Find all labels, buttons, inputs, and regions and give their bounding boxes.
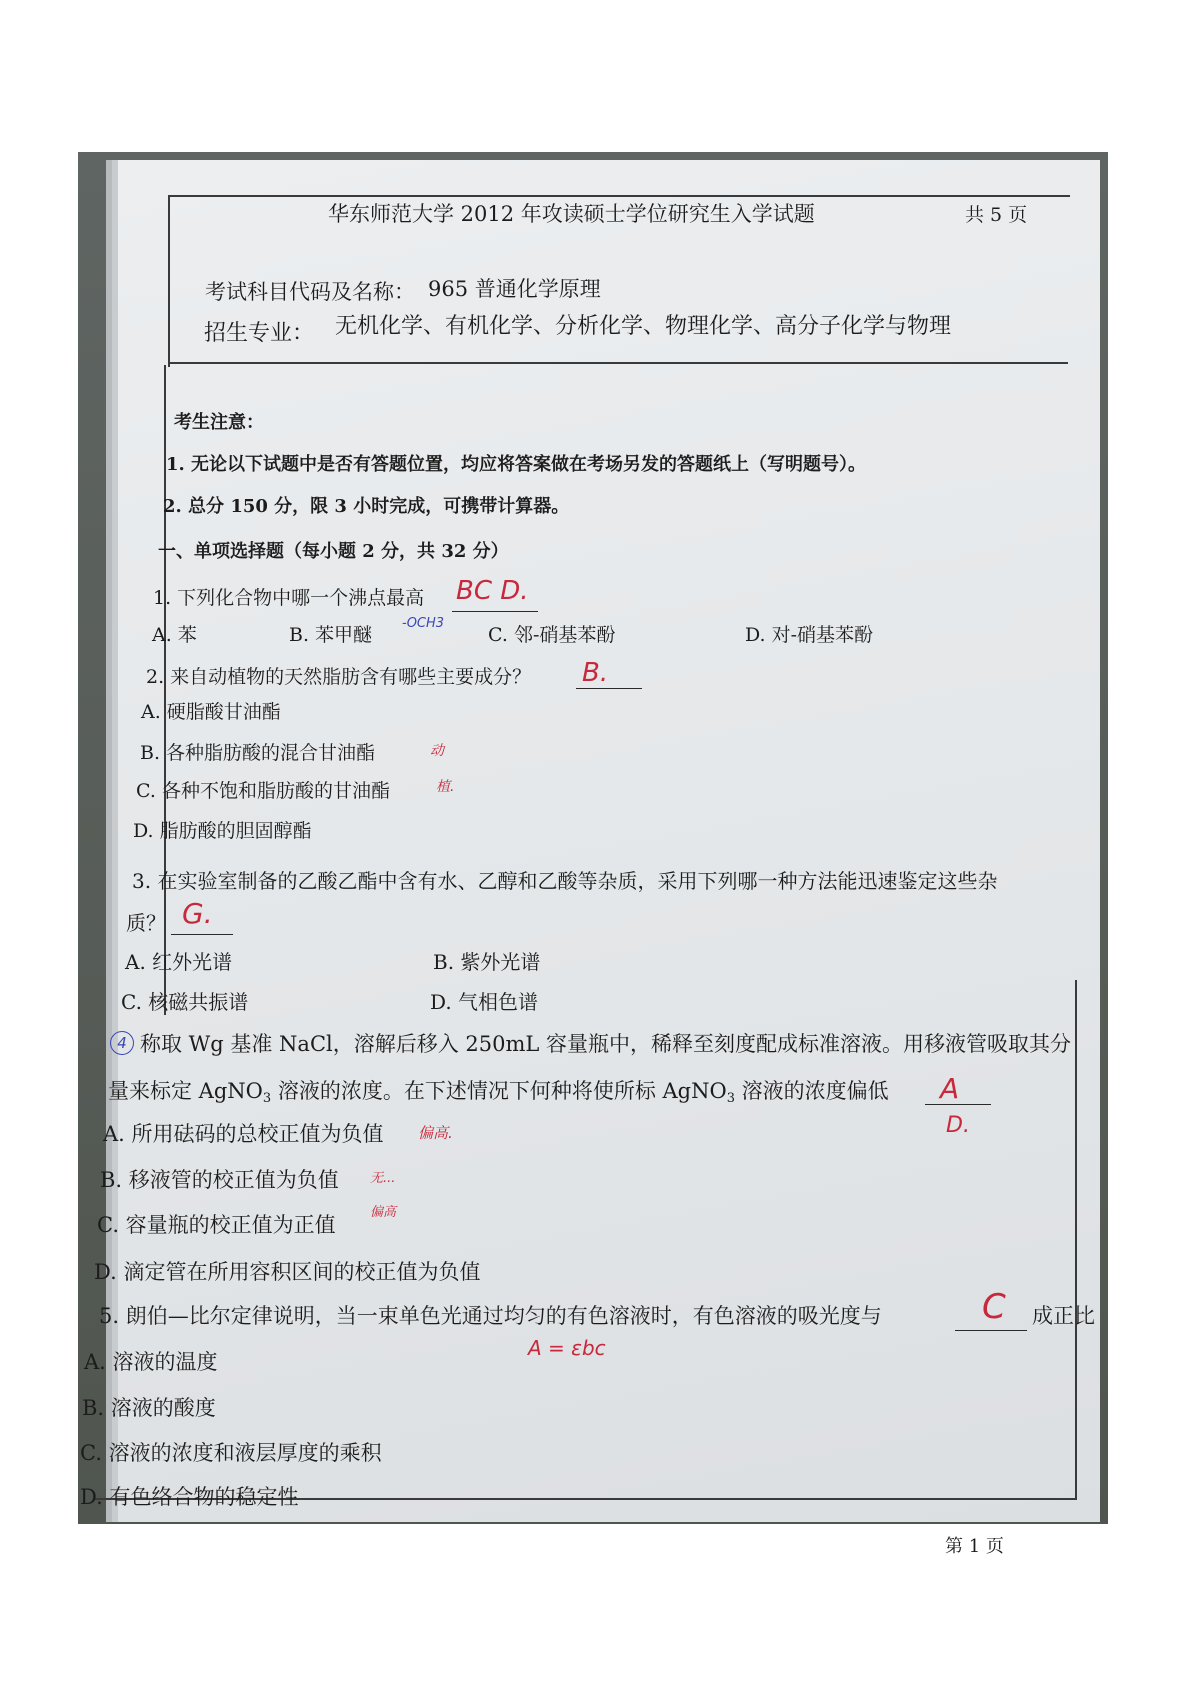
- q1-option-a: A. 苯: [152, 624, 197, 646]
- major-label: 招生专业：: [204, 321, 315, 346]
- question-4-text-line1: 称取 Wg 基准 NaCl，溶解后移入 250mL 容量瓶中，稀释至刻度配成标准溶液。用移液管吸取其分: [140, 1032, 1072, 1056]
- q3-option-a: A. 红外光谱: [125, 950, 233, 974]
- answer-blank-q3: [171, 934, 233, 935]
- frame-right-line: [1075, 980, 1077, 1500]
- question-1-text: 1. 下列化合物中哪一个沸点最高: [153, 587, 425, 609]
- page-number: 第 1 页: [945, 1536, 1004, 1557]
- q4-line2-part-a: 量来标定 AgNO: [108, 1079, 263, 1103]
- major-list: 无机化学、有机化学、分析化学、物理化学、高分子化学与物理: [335, 314, 952, 339]
- handwritten-note-q2-b: 动: [430, 743, 444, 759]
- header-rule: [168, 362, 1068, 364]
- question-2-text: 2. 来自动植物的天然脂肪含有哪些主要成分？: [146, 666, 532, 688]
- handwritten-answer-q1: BC D.: [456, 576, 529, 606]
- handwritten-note-q2-c: 植.: [436, 779, 455, 795]
- subject-name: 965 普通化学原理: [428, 277, 601, 301]
- q3-option-b: B. 紫外光谱: [433, 950, 541, 974]
- q4-line2-part-b: 溶液的浓度。在下述情况下何种将使所标 AgNO: [271, 1079, 727, 1103]
- question-5-text: 5. 朗伯—比尔定律说明，当一束单色光通过均匀的有色溶液时，有色溶液的吸光度与: [99, 1304, 882, 1328]
- question-3-text-line2: 质？: [126, 911, 166, 935]
- subject-label: 考试科目代码及名称：: [205, 280, 415, 304]
- answer-blank-q2: [576, 688, 642, 689]
- handwritten-answer-q3: G.: [182, 897, 213, 930]
- q4-option-b: B. 移液管的校正值为负值: [100, 1168, 339, 1192]
- q4-option-d: D. 滴定管在所用容积区间的校正值为负值: [94, 1260, 481, 1284]
- q1-option-b: B. 苯甲醚: [289, 624, 373, 646]
- q5-option-a: A. 溶液的温度: [84, 1350, 218, 1374]
- handwritten-note-q4-a: 偏高.: [418, 1124, 453, 1142]
- q1-option-c: C. 邻-硝基苯酚: [488, 624, 616, 646]
- total-pages: 共 5 页: [965, 204, 1028, 226]
- handwritten-answer-q5: C: [982, 1287, 1006, 1327]
- q5-option-c: C. 溶液的浓度和液层厚度的乘积: [80, 1441, 382, 1465]
- section-title: 一、单项选择题（每小题 2 分，共 32 分）: [158, 541, 509, 562]
- q4-option-a: A. 所用砝码的总校正值为负值: [103, 1122, 384, 1146]
- q3-option-d: D. 气相色谱: [430, 990, 539, 1014]
- question-5-text-end: 成正比: [1032, 1304, 1095, 1328]
- notice-item-2: 2. 总分 150 分，限 3 小时完成，可携带计算器。: [163, 496, 570, 517]
- q4-option-c: C. 容量瓶的校正值为正值: [97, 1213, 336, 1237]
- q4-subscript-1: 3: [262, 1091, 272, 1106]
- handwritten-note-q1: -OCH3: [402, 616, 445, 631]
- q3-option-c: C. 核磁共振谱: [121, 990, 249, 1014]
- q2-option-b: B. 各种脂肪酸的混合甘油酯: [140, 742, 376, 764]
- q4-line2-part-c: 溶液的浓度偏低: [735, 1079, 889, 1103]
- q5-option-b: B. 溶液的酸度: [82, 1396, 216, 1420]
- notice-title: 考生注意：: [174, 412, 264, 433]
- q2-option-a: A. 硬脂酸甘油酯: [141, 701, 281, 723]
- q4-subscript-2: 3: [726, 1091, 735, 1106]
- notice-item-1: 1. 无论以下试题中是否有答题位置，均应将答案做在考场另发的答题纸上（写明题号）。: [166, 454, 867, 475]
- question-3-text-line1: 3. 在实验室制备的乙酸乙酯中含有水、乙醇和乙酸等杂质，采用下列哪一种方法能迅速鉴定这些杂: [132, 869, 998, 893]
- handwritten-answer-q2: B.: [582, 658, 609, 688]
- answer-blank-q5: [955, 1330, 1027, 1331]
- q2-option-d: D. 脂肪酸的胆固醇酯: [133, 820, 312, 842]
- handwritten-note-q4-b: 无...: [370, 1171, 396, 1186]
- q5-option-d: D. 有色络合物的稳定性: [80, 1485, 299, 1509]
- handwritten-answer-q4: A: [940, 1072, 960, 1105]
- handwritten-note-q4-c: 偏高: [370, 1205, 397, 1220]
- q2-option-c: C. 各种不饱和脂肪酸的甘油酯: [136, 780, 390, 802]
- question-4-number: 4: [110, 1031, 134, 1055]
- handwritten-formula-q5: A = εbc: [528, 1336, 606, 1360]
- q1-option-d: D. 对-硝基苯酚: [745, 624, 874, 646]
- answer-blank-q1: [452, 611, 538, 612]
- handwritten-answer-q4-alt: D.: [946, 1113, 970, 1138]
- question-4-text-line2: [108, 1081, 889, 1105]
- exam-title: 华东师范大学 2012 年攻读硕士学位研究生入学试题: [328, 202, 815, 226]
